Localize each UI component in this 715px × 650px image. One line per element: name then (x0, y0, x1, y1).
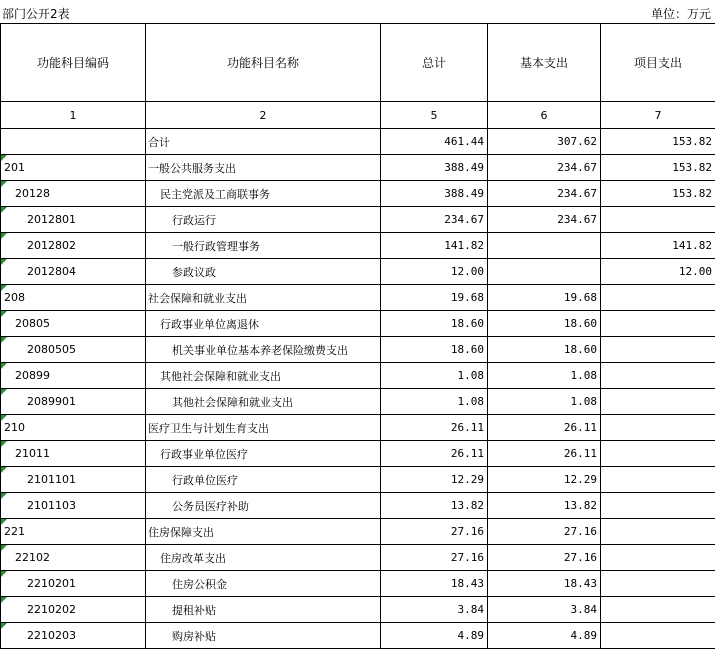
cell-code (1, 389, 146, 415)
cell-code (1, 129, 146, 155)
cell-code (1, 233, 146, 259)
cell-code (1, 493, 146, 519)
cell-basic-text: 3.84 (570, 603, 597, 616)
cell-code-text: 2012804 (27, 265, 76, 278)
cell-name-text: 提租补贴 (172, 603, 216, 617)
cell-basic (488, 181, 601, 207)
cell-name (146, 441, 381, 467)
cell-total-text: 13.82 (450, 499, 484, 512)
cell-code (1, 337, 146, 363)
cell-basic-text: 234.67 (557, 213, 597, 226)
cell-total-text: 1.08 (457, 369, 484, 382)
table-row (1, 493, 715, 519)
cell-code (1, 571, 146, 597)
cell-name (146, 597, 381, 623)
cell-project (601, 467, 715, 493)
cell-comment-marker-icon (1, 571, 7, 577)
cell-total-text: 19.68 (450, 291, 484, 304)
table-row (1, 181, 715, 207)
cell-basic-text: 4.89 (570, 629, 597, 642)
table-row (1, 259, 715, 285)
cell-code (1, 597, 146, 623)
cell-basic (488, 597, 601, 623)
cell-project (601, 311, 715, 337)
cell-project (601, 285, 715, 311)
cell-total-text: 12.29 (450, 473, 484, 486)
cell-code-text: 22102 (15, 551, 50, 564)
cell-project (601, 571, 715, 597)
cell-name-text: 参政议政 (172, 265, 216, 279)
col-index-name: 2 (146, 102, 381, 129)
cell-name-text: 医疗卫生与计划生育支出 (148, 421, 269, 435)
cell-total (381, 571, 488, 597)
cell-code-text: 2080505 (27, 343, 76, 356)
cell-code-text: 221 (4, 525, 25, 538)
table-row (1, 519, 715, 545)
cell-basic-text: 307.62 (557, 135, 597, 148)
cell-comment-marker-icon (1, 441, 7, 447)
cell-total-text: 141.82 (444, 239, 484, 252)
table-row (1, 363, 715, 389)
cell-name-text: 行政事业单位离退休 (160, 317, 259, 331)
cell-basic-text: 18.60 (563, 343, 597, 356)
cell-total (381, 207, 488, 233)
cell-code (1, 207, 146, 233)
cell-name (146, 415, 381, 441)
cell-name-text: 民主党派及工商联事务 (160, 187, 270, 201)
cell-total (381, 233, 488, 259)
table-row (1, 233, 715, 259)
col-header-total: 总计 (381, 24, 488, 102)
cell-comment-marker-icon (1, 467, 7, 473)
table-row (1, 129, 715, 155)
cell-project (601, 129, 715, 155)
cell-total-text: 18.60 (450, 317, 484, 330)
col-header-code: 功能科目编码 (1, 24, 146, 102)
cell-basic (488, 519, 601, 545)
cell-basic (488, 571, 601, 597)
cell-total (381, 155, 488, 181)
cell-basic (488, 623, 601, 649)
cell-basic (488, 415, 601, 441)
cell-basic (488, 441, 601, 467)
cell-total (381, 415, 488, 441)
cell-code (1, 415, 146, 441)
cell-code (1, 467, 146, 493)
cell-name (146, 571, 381, 597)
cell-basic-text: 18.43 (563, 577, 597, 590)
cell-basic-text: 27.16 (563, 551, 597, 564)
cell-project (601, 337, 715, 363)
header-row (1, 24, 715, 102)
cell-basic (488, 545, 601, 571)
col-header-basic: 基本支出 (488, 24, 601, 102)
cell-total-text: 234.67 (444, 213, 484, 226)
cell-project-text: 153.82 (672, 161, 712, 174)
cell-project (601, 415, 715, 441)
cell-total (381, 311, 488, 337)
cell-name (146, 337, 381, 363)
cell-code (1, 155, 146, 181)
cell-code-text: 20899 (15, 369, 50, 382)
cell-total-text: 388.49 (444, 161, 484, 174)
cell-total (381, 285, 488, 311)
cell-basic-text: 234.67 (557, 187, 597, 200)
cell-comment-marker-icon (1, 545, 7, 551)
cell-project (601, 597, 715, 623)
cell-comment-marker-icon (1, 597, 7, 603)
cell-name (146, 207, 381, 233)
cell-code (1, 181, 146, 207)
cell-total (381, 363, 488, 389)
cell-code-text: 21011 (15, 447, 50, 460)
cell-project-text: 153.82 (672, 135, 712, 148)
table-row (1, 441, 715, 467)
cell-project (601, 363, 715, 389)
cell-name-text: 一般公共服务支出 (148, 161, 236, 175)
cell-code (1, 623, 146, 649)
cell-total-text: 27.16 (450, 551, 484, 564)
cell-total (381, 389, 488, 415)
col-index-total: 5 (381, 102, 488, 129)
cell-project (601, 493, 715, 519)
cell-project-text: 12.00 (678, 265, 712, 278)
cell-total (381, 129, 488, 155)
cell-basic (488, 259, 601, 285)
table-row (1, 207, 715, 233)
col-header-name: 功能科目名称 (146, 24, 381, 102)
cell-total (381, 441, 488, 467)
cell-basic-text: 26.11 (563, 447, 597, 460)
table-row (1, 155, 715, 181)
cell-project (601, 389, 715, 415)
cell-total-text: 26.11 (450, 421, 484, 434)
cell-code-text: 2089901 (27, 395, 76, 408)
cell-code-text: 2012801 (27, 213, 76, 226)
table-row (1, 545, 715, 571)
table-row (1, 623, 715, 649)
cell-code-text: 20128 (15, 187, 50, 200)
cell-name-text: 机关事业单位基本养老保险缴费支出 (172, 343, 348, 357)
cell-comment-marker-icon (1, 623, 7, 629)
cell-name (146, 467, 381, 493)
cell-code (1, 519, 146, 545)
cell-name (146, 233, 381, 259)
col-index-basic: 6 (488, 102, 601, 129)
cell-project (601, 441, 715, 467)
cell-total (381, 623, 488, 649)
cell-basic (488, 337, 601, 363)
cell-name-text: 行政运行 (172, 213, 216, 227)
cell-code (1, 259, 146, 285)
cell-name-text: 一般行政管理事务 (172, 239, 260, 253)
report-header (0, 0, 715, 23)
table-row (1, 337, 715, 363)
cell-total (381, 467, 488, 493)
cell-basic (488, 363, 601, 389)
table-row (1, 571, 715, 597)
cell-basic (488, 129, 601, 155)
table-row (1, 415, 715, 441)
cell-total (381, 545, 488, 571)
cell-basic-text: 19.68 (563, 291, 597, 304)
cell-comment-marker-icon (1, 155, 7, 161)
cell-basic (488, 389, 601, 415)
cell-project (601, 181, 715, 207)
cell-code (1, 441, 146, 467)
cell-project (601, 155, 715, 181)
cell-total (381, 597, 488, 623)
cell-total (381, 493, 488, 519)
cell-code-text: 2210202 (27, 603, 76, 616)
cell-total (381, 519, 488, 545)
cell-name-text: 住房公积金 (172, 577, 227, 591)
cell-basic (488, 155, 601, 181)
cell-project-text: 153.82 (672, 187, 712, 200)
cell-code-text: 2101103 (27, 499, 76, 512)
cell-basic-text: 1.08 (570, 369, 597, 382)
table-row (1, 285, 715, 311)
cell-name (146, 363, 381, 389)
table-row (1, 311, 715, 337)
cell-code-text: 208 (4, 291, 25, 304)
table-body (1, 129, 715, 649)
cell-basic (488, 467, 601, 493)
cell-basic-text: 12.29 (563, 473, 597, 486)
table-row (1, 597, 715, 623)
cell-name-text: 其他社会保障和就业支出 (160, 369, 281, 383)
cell-project (601, 519, 715, 545)
column-index-row (1, 102, 715, 129)
cell-comment-marker-icon (1, 181, 7, 187)
cell-comment-marker-icon (1, 389, 7, 395)
cell-name (146, 311, 381, 337)
cell-total-text: 18.43 (450, 577, 484, 590)
cell-code (1, 363, 146, 389)
cell-project-text: 141.82 (672, 239, 712, 252)
expenditure-table (0, 23, 715, 649)
cell-basic-text: 1.08 (570, 395, 597, 408)
cell-basic (488, 493, 601, 519)
cell-total-text: 26.11 (450, 447, 484, 460)
cell-code-text: 2210203 (27, 629, 76, 642)
cell-total-text: 27.16 (450, 525, 484, 538)
cell-comment-marker-icon (1, 519, 7, 525)
cell-comment-marker-icon (1, 285, 7, 291)
cell-name (146, 389, 381, 415)
cell-name-text: 行政单位医疗 (172, 473, 238, 487)
cell-comment-marker-icon (1, 259, 7, 265)
cell-code-text: 2210201 (27, 577, 76, 590)
cell-comment-marker-icon (1, 311, 7, 317)
cell-name-text: 合计 (148, 135, 170, 149)
cell-comment-marker-icon (1, 207, 7, 213)
cell-name-text: 社会保障和就业支出 (148, 291, 247, 305)
cell-project (601, 233, 715, 259)
cell-name (146, 155, 381, 181)
cell-name (146, 259, 381, 285)
cell-name (146, 285, 381, 311)
unit-label: 单位：万元 (650, 7, 711, 21)
cell-basic (488, 311, 601, 337)
cell-basic-text: 234.67 (557, 161, 597, 174)
cell-code (1, 311, 146, 337)
cell-name (146, 519, 381, 545)
cell-total-text: 1.08 (457, 395, 484, 408)
cell-basic-text: 27.16 (563, 525, 597, 538)
cell-name-text: 公务员医疗补助 (172, 499, 249, 513)
cell-comment-marker-icon (1, 337, 7, 343)
cell-total-text: 461.44 (444, 135, 484, 148)
cell-name-text: 住房保障支出 (148, 525, 214, 539)
cell-basic-text: 18.60 (563, 317, 597, 330)
cell-code (1, 285, 146, 311)
col-header-project: 项目支出 (601, 24, 715, 102)
cell-code-text: 210 (4, 421, 25, 434)
cell-total (381, 181, 488, 207)
cell-project (601, 259, 715, 285)
cell-total-text: 388.49 (444, 187, 484, 200)
cell-comment-marker-icon (1, 493, 7, 499)
cell-total (381, 337, 488, 363)
cell-total-text: 3.84 (457, 603, 484, 616)
col-index-code: 1 (1, 102, 146, 129)
cell-name-text: 购房补贴 (172, 629, 216, 643)
cell-basic-text: 26.11 (563, 421, 597, 434)
table-row (1, 389, 715, 415)
cell-project (601, 623, 715, 649)
report-title: 部门公开2表 (2, 7, 70, 21)
cell-comment-marker-icon (1, 233, 7, 239)
cell-basic (488, 207, 601, 233)
cell-name-text: 其他社会保障和就业支出 (172, 395, 293, 409)
cell-code (1, 545, 146, 571)
cell-code-text: 20805 (15, 317, 50, 330)
col-index-project: 7 (601, 102, 715, 129)
cell-name (146, 129, 381, 155)
cell-comment-marker-icon (1, 415, 7, 421)
cell-basic (488, 233, 601, 259)
cell-name-text: 住房改革支出 (160, 551, 226, 565)
cell-name (146, 181, 381, 207)
cell-project (601, 545, 715, 571)
cell-total (381, 259, 488, 285)
cell-comment-marker-icon (1, 363, 7, 369)
cell-basic (488, 285, 601, 311)
cell-basic-text: 13.82 (563, 499, 597, 512)
cell-name (146, 493, 381, 519)
cell-code-text: 2012802 (27, 239, 76, 252)
cell-project (601, 207, 715, 233)
cell-total-text: 18.60 (450, 343, 484, 356)
cell-name-text: 行政事业单位医疗 (160, 447, 248, 461)
table-row (1, 467, 715, 493)
cell-code-text: 2101101 (27, 473, 76, 486)
cell-name (146, 623, 381, 649)
cell-total-text: 12.00 (450, 265, 484, 278)
cell-code-text: 201 (4, 161, 25, 174)
cell-name (146, 545, 381, 571)
cell-total-text: 4.89 (457, 629, 484, 642)
